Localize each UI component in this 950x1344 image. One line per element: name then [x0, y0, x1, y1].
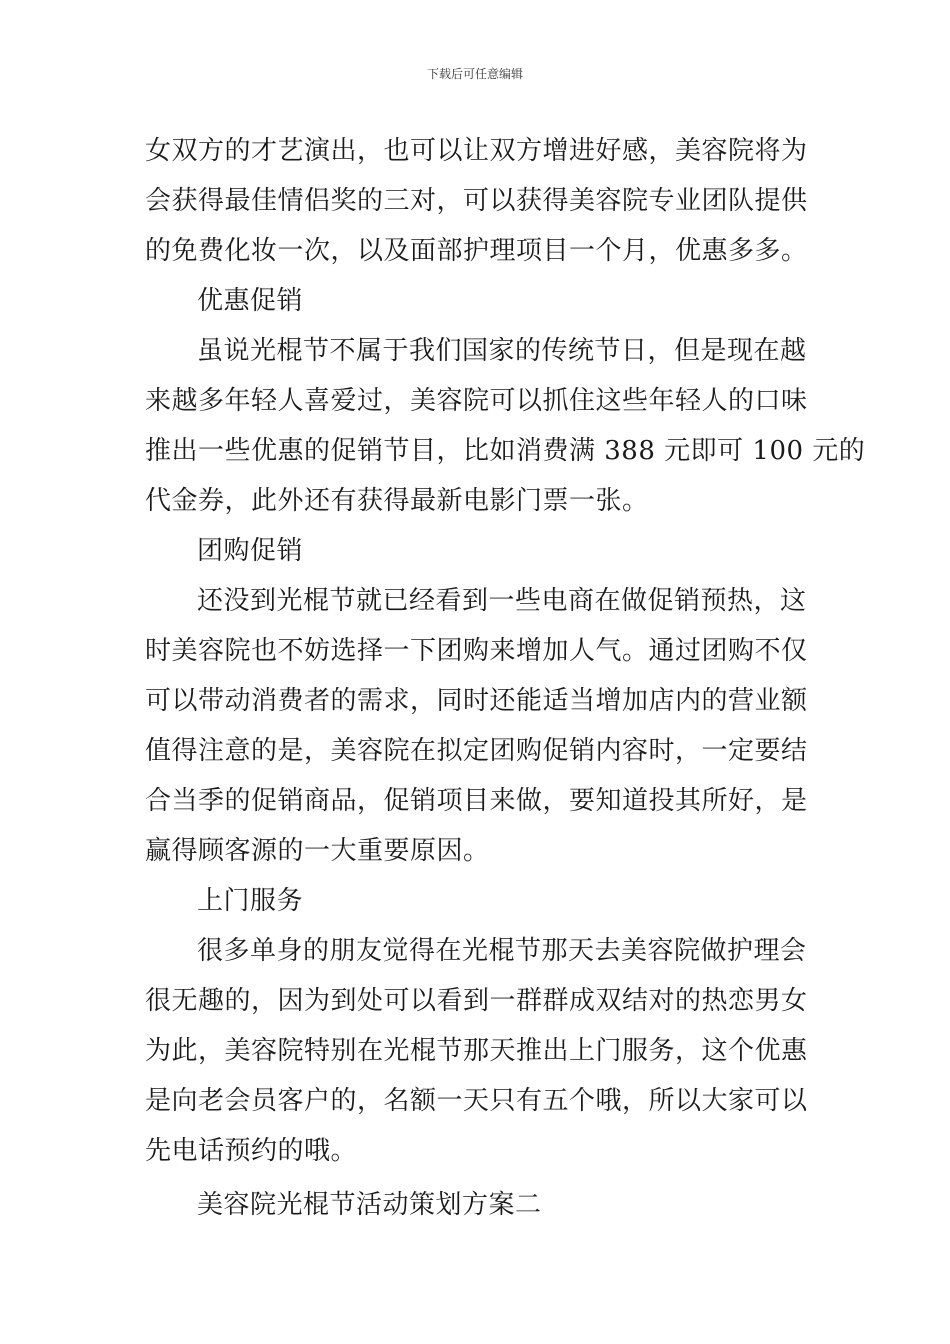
paragraph-line: 的免费化妆一次，以及面部护理项目一个月，优惠多多。 [145, 236, 808, 266]
paragraph-line: 赢得顾客源的一大重要原因。 [145, 836, 490, 866]
paragraph-line: 合当季的促销商品，促销项目来做，要知道投其所好，是 [145, 786, 808, 816]
paragraph-line: 很多单身的朋友觉得在光棍节那天去美容院做护理会 [197, 936, 807, 966]
paragraph-line: 来越多年轻人喜爱过，美容院可以抓住这些年轻人的口味 [145, 386, 808, 416]
section-heading: 优惠促销 [197, 286, 304, 316]
paragraph-line: 还没到光棍节就已经看到一些电商在做促销预热，这 [197, 586, 807, 616]
page-header-note: 下载后可任意编辑 [426, 67, 523, 81]
paragraph-line: 可以带动消费者的需求，同时还能适当增加店内的营业额 [145, 686, 808, 716]
paragraph-line: 虽说光棍节不属于我们国家的传统节日，但是现在越 [197, 336, 807, 366]
paragraph-line: 会获得最佳情侣奖的三对，可以获得美容院专业团队提供 [145, 186, 808, 216]
paragraph-line: 是向老会员客户的，名额一天只有五个哦，所以大家可以 [145, 1086, 808, 1116]
paragraph-line: 推出一些优惠的促销节目，比如消费满 388 元即可 100 元的 [145, 436, 866, 466]
paragraph-line: 很无趣的，因为到处可以看到一群群成双结对的热恋男女 [145, 986, 808, 1016]
paragraph-line: 时美容院也不妨选择一下团购来增加人气。通过团购不仅 [145, 636, 808, 666]
paragraph-line: 为此，美容院特别在光棍节那天推出上门服务，这个优惠 [145, 1036, 808, 1066]
paragraph-line: 先电话预约的哦。 [145, 1136, 358, 1166]
paragraph-line: 女双方的才艺演出，也可以让双方增进好感，美容院将为 [145, 136, 808, 166]
section-heading: 团购促销 [197, 536, 304, 566]
document-body [145, 126, 866, 1230]
section-heading: 美容院光棍节活动策划方案二 [197, 1190, 542, 1220]
paragraph-line: 值得注意的是，美容院在拟定团购促销内容时，一定要结 [145, 736, 808, 766]
section-heading: 上门服务 [197, 886, 304, 916]
paragraph-line: 代金券，此外还有获得最新电影门票一张。 [145, 486, 649, 516]
